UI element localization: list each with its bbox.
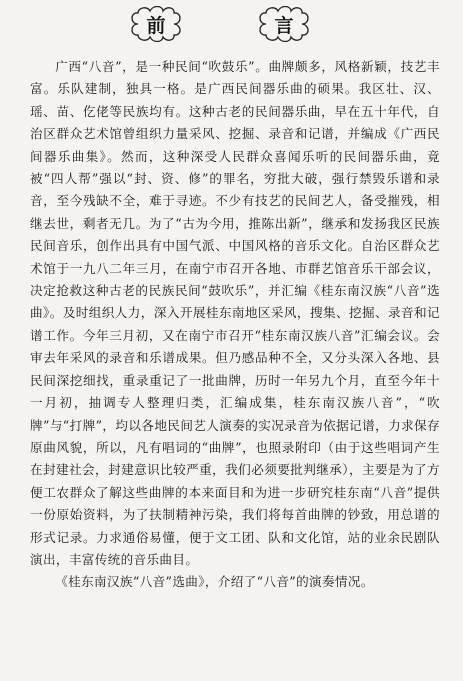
paragraph: 广西“八音”，是一种民间“吹鼓乐”。曲牌颇多，风格新颖，技艺丰富。乐队建制，独具一格。是广西民间器乐曲的硕果。我区壮、汉、瑶、苗、仡佬等民族均有。这种古老的民间器乐曲，早在五十年代，自治区群众艺术馆曾组织力量采风、挖掘、录音和记谱，并编成《广西民间器乐曲集》。然而，这种深受人民群众喜闻乐听的民间器乐曲，竟被“四人帮”强以“封、资、修”的罪名，穷批大破，强行禁毁乐谱和录音，至今残缺不全，难于寻迹。不少有技艺的民间艺人，备受摧残，相继去世，剩者无几。为了“古为今用，推陈出新”，继承和发扬我区民族民间音乐，创作出具有中国气派、中国风格的音乐文化。自治区群众艺术馆于一九八二年三月，在南宁市召开各地、市群艺馆音乐干部会议，决定抢救这种古老的民族民间“鼓吹乐”，并汇编《桂东南汉族“八音”选曲》。及时组织人力，深入开展桂东南地区采风，搜集、挖掘、录音和记谱工作。今年三月初，又在南宁市召开“桂东南汉族八音”汇编会议。会审去年采风的录音和乐谱成果。但乃感品种不全，又分头深入各地、县民间深挖细找，重录重记了一批曲牌，历时一年另九个月，直至今年十一月初，抽调专人整理归类，汇编成集，桂东南汉族八音”，“吹牌”与“打牌”，均以各地民间艺人演奏的实况录音为依据记谱，力求保存原曲风貌，所以，凡有唱词的“曲牌”，也照录附印（由于这些唱词产生在封建社会，封建意识比较严重，我们必须要批判继承），主要是为了方便工农群众了解这些曲牌的本来面目和为进一步研究桂东南“八音”提供一份原始资料，为了扶制精神污染，我们将每首曲牌的钞致，用总谱的形式记录。力求通俗易懂，便于文工团、队和文化馆，站的业余民剧队演出，丰富传统的音乐曲目。 [30, 59, 440, 567]
flower-badge-right [256, 6, 312, 42]
paragraph: 《桂东南汉族“八音”选曲》，介绍了“八音”的演奏情况。 [55, 574, 374, 590]
preface-body [30, 56, 440, 594]
flower-badge-left [128, 6, 184, 42]
title-char-left: 前 [146, 14, 166, 37]
page-title [0, 6, 463, 46]
title-char-right: 言 [274, 14, 294, 37]
